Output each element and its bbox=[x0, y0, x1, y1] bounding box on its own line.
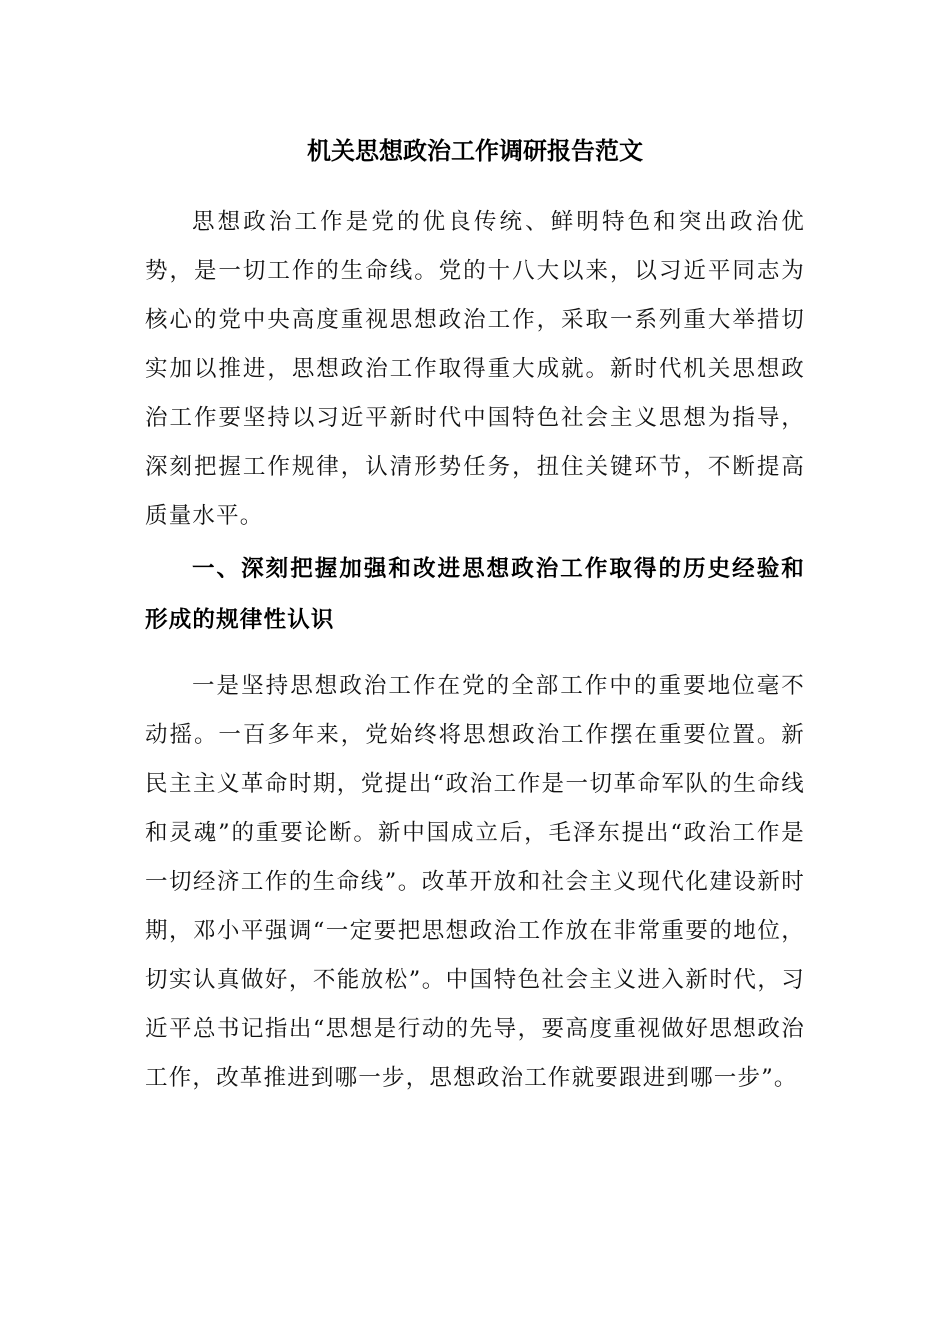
document-title: 机关思想政治工作调研报告范文 bbox=[307, 137, 643, 165]
paragraph-intro: 思想政治工作是党的优良传统、鲜明特色和突出政治优势，是一切工作的生命线。党的十八大以来，以习近平同志为核心的党中央高度重视思想政治工作，采取一系列重大举措切实加以推进，思想政治工作取得重大成就。新时代机关思想政治工作要坚持以习近平新时代中国特色社会主义思想为指导，深刻把握工作规律，认清形势任务，扭住关键环节，不断提高质量水平。 bbox=[145, 209, 805, 529]
paragraph-history: 一是坚持思想政治工作在党的全部工作中的重要地位毫不动摇。一百多年来，党始终将思想政治工作摆在重要位置。新民主主义革命时期，党提出“政治工作是一切革命军队的生命线和灵魂”的重要论断。新中国成立后，毛泽东提出“政治工作是一切经济工作的生命线”。改革开放和社会主义现代化建设新时期，邓小平强调“一定要把思想政治工作放在非常重要的地位，切实认真做好，不能放松”。中国特色社会主义进入新时代，习近平总书记指出“思想是行动的先导，要高度重视做好思想政治工作，改革推进到哪一步，思想政治工作就要跟进到哪一步”。 bbox=[145, 673, 805, 1091]
section-heading-1: 一、深刻把握加强和改进思想政治工作取得的历史经验和形成的规律性认识 bbox=[145, 556, 805, 633]
